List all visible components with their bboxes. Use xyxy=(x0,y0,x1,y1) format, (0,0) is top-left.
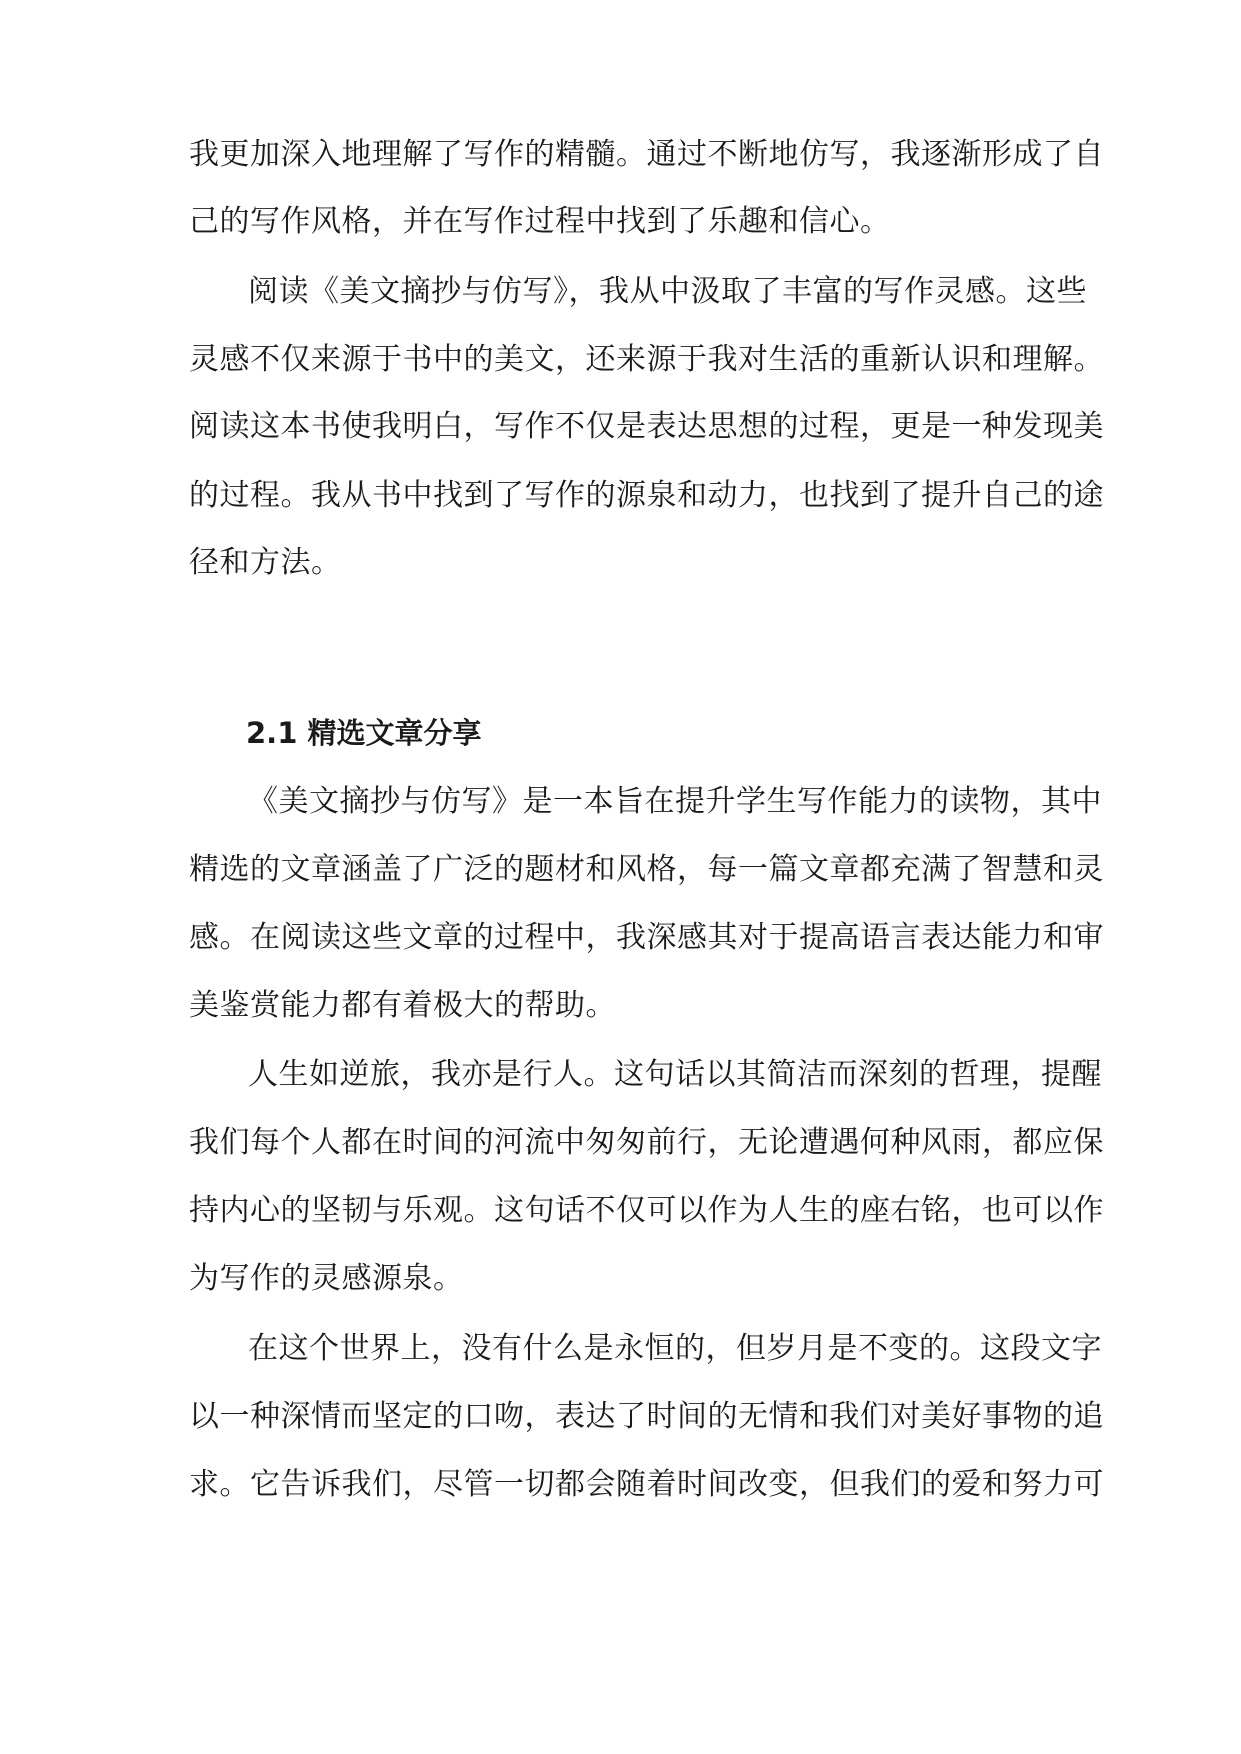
body-text-line: 的过程。我从书中找到了写作的源泉和动力，也找到了提升自己的途 xyxy=(189,478,1104,513)
body-text-line: 己的写作风格，并在写作过程中找到了乐趣和信心。 xyxy=(189,204,891,239)
body-text-line: 求。它告诉我们，尽管一切都会随着时间改变，但我们的爱和努力可 xyxy=(189,1467,1104,1502)
body-text-line: 灵感不仅来源于书中的美文，还来源于我对生活的重新认识和理解。 xyxy=(189,342,1104,377)
body-text-line: 为写作的灵感源泉。 xyxy=(189,1261,464,1296)
body-text-line: 径和方法。 xyxy=(189,545,342,580)
body-text-line: 阅读《美文摘抄与仿写》，我从中汲取了丰富的写作灵感。这些 xyxy=(248,274,1087,309)
body-text-line: 以一种深情而坚定的口吻，表达了时间的无情和我们对美好事物的追 xyxy=(189,1399,1104,1434)
body-text-line: 在这个世界上，没有什么是永恒的，但岁月是不变的。这段文字 xyxy=(248,1331,1102,1366)
body-text-line: 我更加深入地理解了写作的精髓。通过不断地仿写，我逐渐形成了自 xyxy=(189,137,1104,172)
body-text-line: 《美文摘抄与仿写》是一本旨在提升学生写作能力的读物，其中 xyxy=(248,784,1102,819)
body-text-line: 感。在阅读这些文章的过程中，我深感其对于提高语言表达能力和审 xyxy=(189,920,1104,955)
body-text-line: 阅读这本书使我明白，写作不仅是表达思想的过程，更是一种发现美 xyxy=(189,409,1104,444)
body-text-line: 我们每个人都在时间的河流中匆匆前行，无论遭遇何种风雨，都应保 xyxy=(189,1125,1104,1160)
body-text-line: 美鉴赏能力都有着极大的帮助。 xyxy=(189,988,616,1023)
body-text-line: 人生如逆旅，我亦是行人。这句话以其简洁而深刻的哲理，提醒 xyxy=(248,1057,1102,1092)
body-text-line: 精选的文章涵盖了广泛的题材和风格，每一篇文章都充满了智慧和灵 xyxy=(189,852,1104,887)
section-heading: 2.1 精选文章分享 xyxy=(246,716,482,750)
body-text-line: 持内心的坚韧与乐观。这句话不仅可以作为人生的座右铭，也可以作 xyxy=(189,1193,1104,1228)
